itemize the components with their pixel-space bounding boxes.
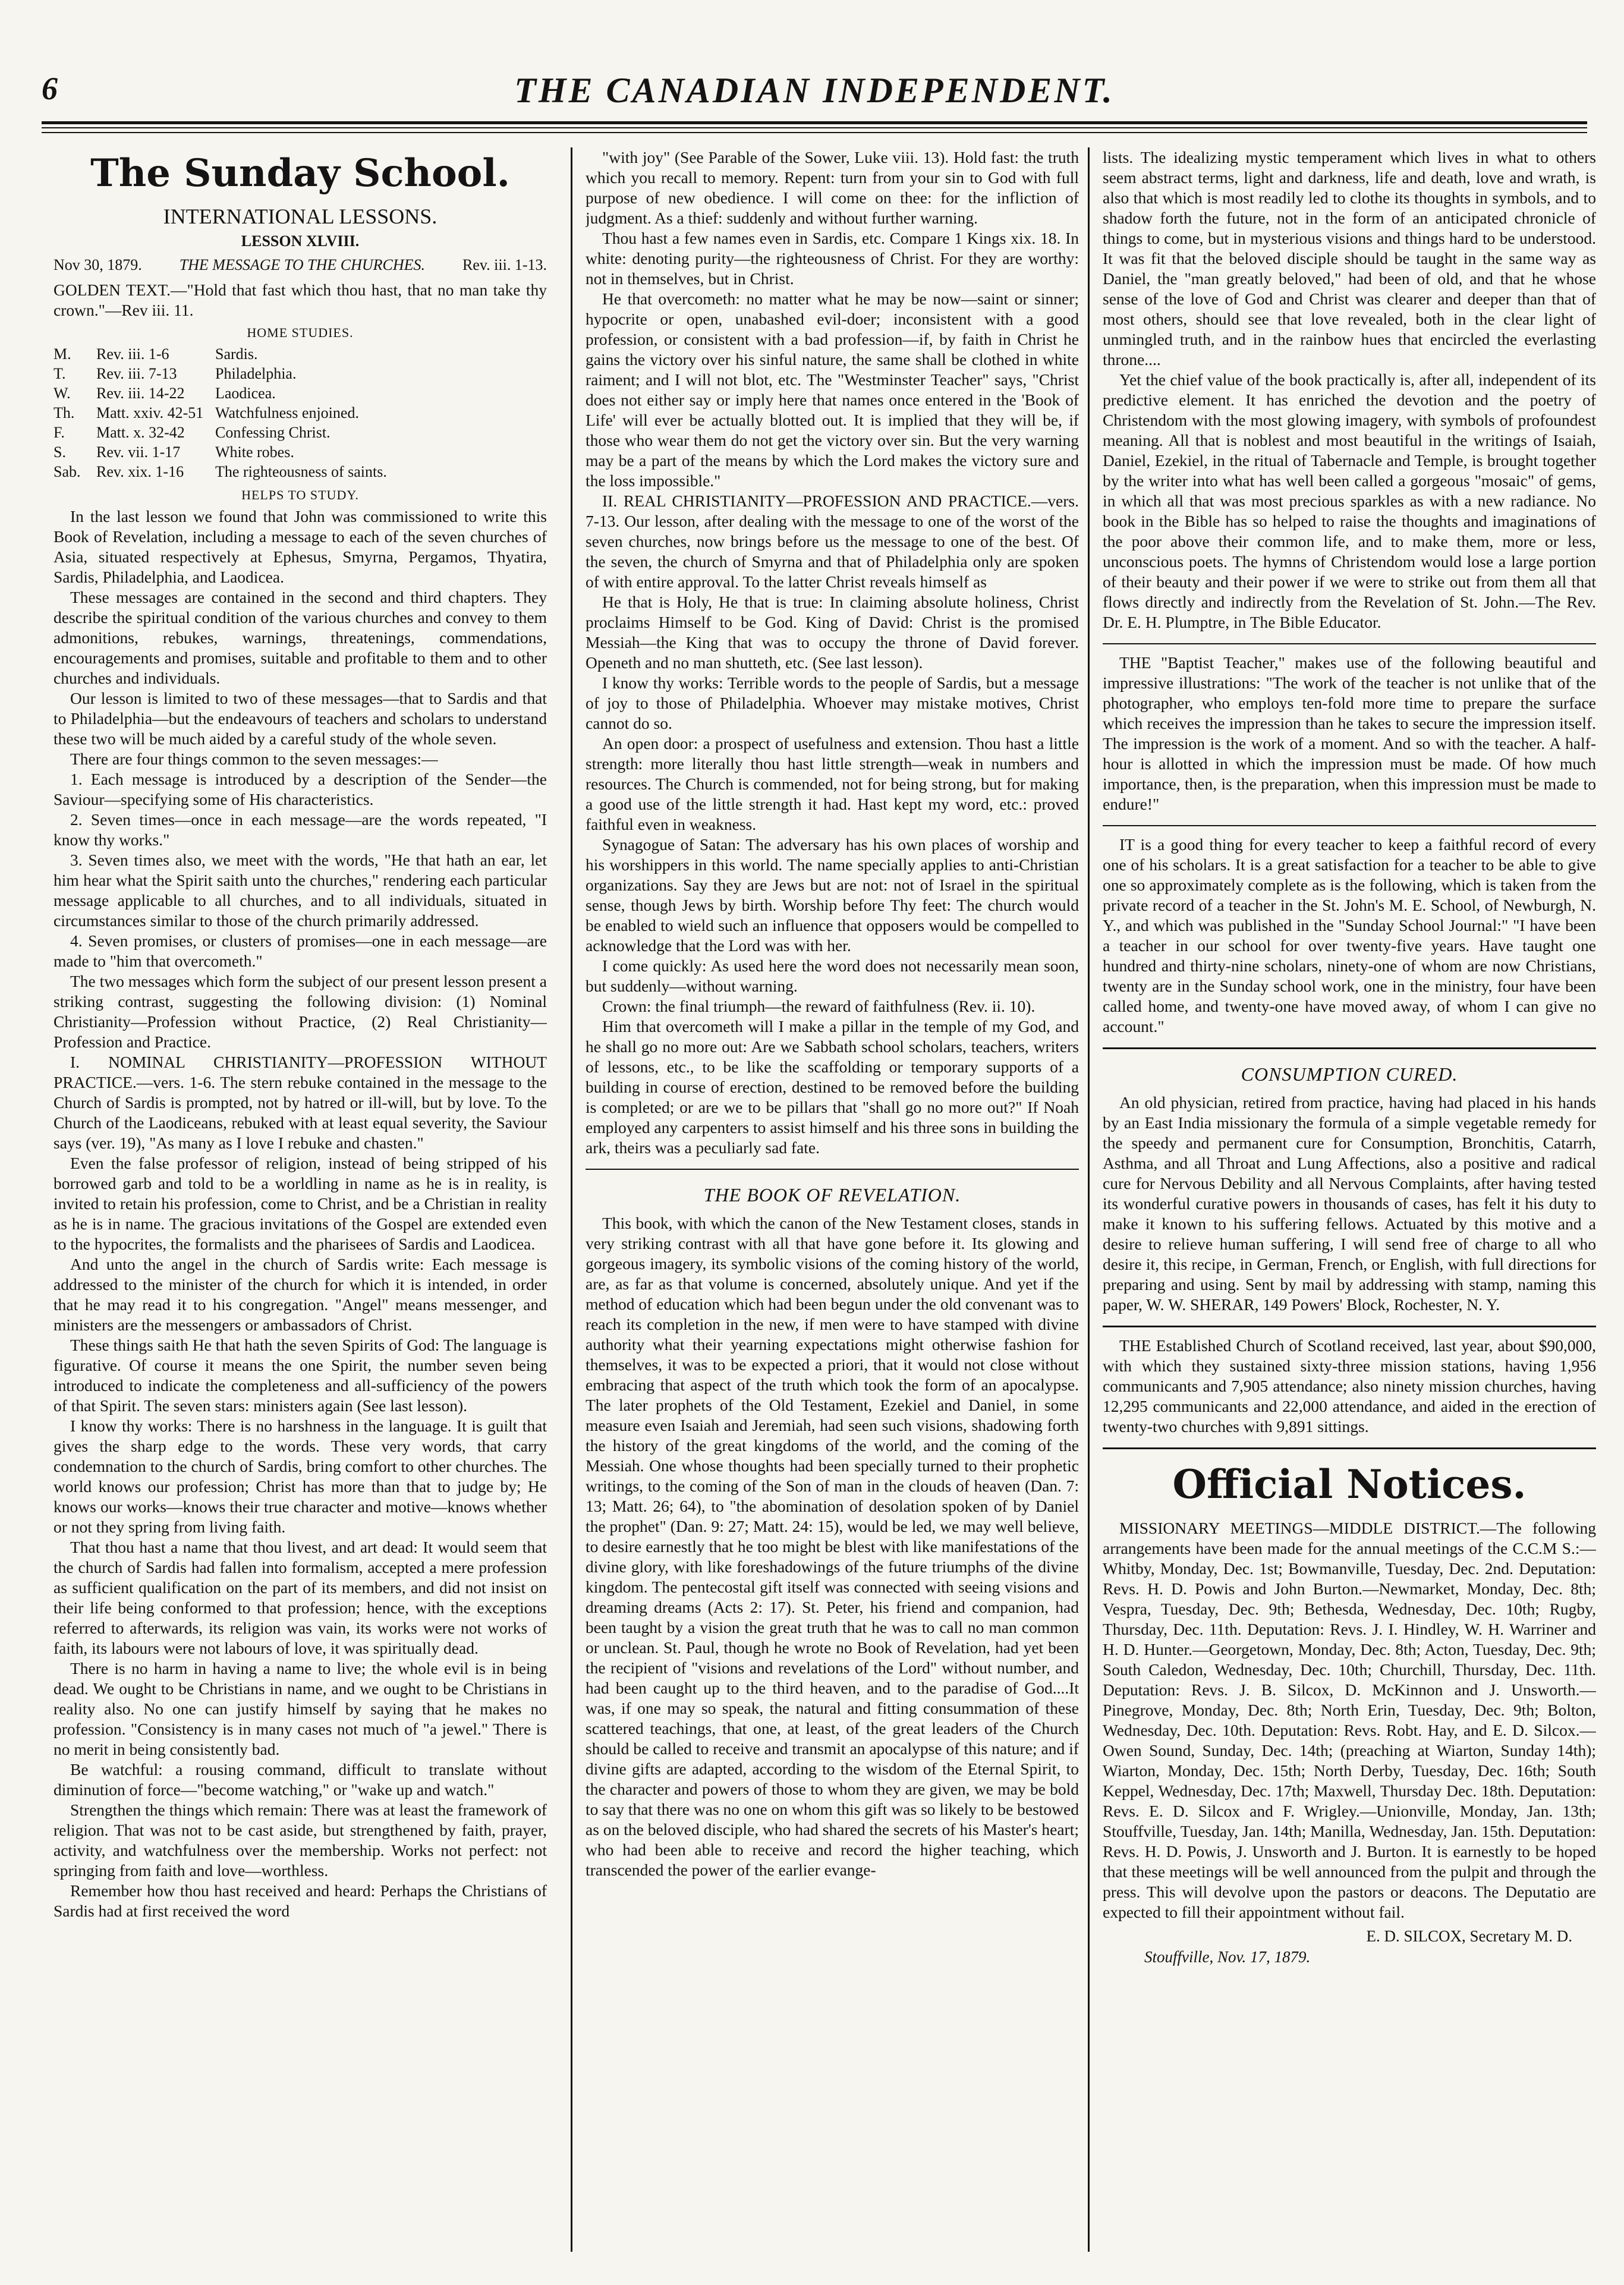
lesson-date: Nov 30, 1879. bbox=[53, 256, 142, 273]
lesson-paragraph: These things saith He that hath the seven Spirits of God: The language is figurative. Of course it means the one Spirit, the number seven being introduced to indicate the completeness and all-sufficiency of the powers of that Spirit. The seven stars: ministers again (See last lesson). bbox=[53, 1336, 547, 1415]
lesson-paragraph: Thou hast a few names even in Sardis, etc. Compare 1 Kings xix. 18. In white: denoting purity—the righteousness of Christ. For they are worthy: not in themselves, but in Christ. bbox=[586, 229, 1079, 288]
lesson-paragraph: Strengthen the things which remain: There was at least the framework of religion. That was not to be cast aside, but strengthened by faith, prayer, activity, and watchfulness over the membership. Works not perfect: not springing from faith and love—worthless. bbox=[53, 1801, 547, 1880]
lesson-paragraph: Our lesson is limited to two of these messages—that to Sardis and that to Philadelphia—but the endeavours of teachers and scholars to understand these two will be much aided by a careful study of the whole seven. bbox=[53, 689, 547, 748]
notice-date: Stouffville, Nov. 17, 1879. bbox=[1144, 1948, 1311, 1966]
advert-divider bbox=[1103, 1047, 1596, 1049]
baptist-teacher-paragraph: THE "Baptist Teacher," makes use of the following beautiful and impressive illustrations: "The work of the teacher is not unlike that of the photographer, who employs ten-fold more time to prepare the surface which receives the impression than he takes to secure the impression itself. The impression is the work of a moment. And so with the teacher. A half-hour is allotted in which the impression must be made. Of how much importance, then, is the preparation, when this impression must be made to endure!" bbox=[1103, 653, 1596, 813]
home-study-item: T. Rev. iii. 7-13 Philadelphia. bbox=[53, 365, 297, 382]
lesson-paragraph: 2. Seven times—once in each message—are the words repeated, "I know thy works." bbox=[53, 810, 547, 849]
consumption-paragraph: An old physician, retired from practice, having had placed in his hands by an East India missionary the formula of a simple vegetable remedy for the speedy and permanent cure for Consumption, Bronchitis, Catarrh, Asthma, and all Throat and Lung Affections, also a positive and radical cure for Nervous Debility and all Nervous Complaints, after having tested its wonderful curative powers in thousands of cases, has felt it his duty to make it known to his suffering fellows. Actuated by this motive and a desire to relieve human suffering, I will send free of charge to all who desire it, this recipe, in German, French, or English, with full directions for preparing and using. Sent by mail by addressing with stamp, naming this paper, W. W. SHERAR, 149 Powers' Block, Rochester, N. Y. bbox=[1103, 1093, 1596, 1314]
lesson-paragraph: I know thy works: Terrible words to the people of Sardis, but a message of joy to those of Philadelphia. Whoever may mistake motives, Christ cannot do so. bbox=[586, 673, 1079, 732]
lesson-paragraph: Even the false professor of religion, instead of being stripped of his borrowed garb and told to be a worldling in name as he is in reality, is invited to retain his profession, come to Christ, and be a Christian in reality as he is in name. The gracious invitations of the Gospel are extended even to the hypocrites, the formalists and the pharisees of Sardis and Laodicea. bbox=[53, 1154, 547, 1253]
missionary-meetings-paragraph: MISSIONARY MEETINGS—MIDDLE DISTRICT.—The following arrangements have been made for the annual meetings of the C.C.M S.:—Whitby, Monday, Dec. 1st; Bowmanville, Tuesday, Dec. 2nd. Deputation: Revs. H. D. Powis and John Burton.—Newmarket, Monday, Dec. 8th; Vespra, Tuesday, Dec. 9th; Bethesda, Wednesday, Dec. 10th; Rugby, Thursday, Dec. 11th. Deputation: Revs. J. I. Hindley, W. H. Warriner and H. D. Hunter.—Georgetown, Monday, Dec. 8th; Acton, Tuesday, Dec. 9th; South Caledon, Wednesday, Dec. 10th; Churchill, Thursday, Dec. 11th. Deputation: Revs. J. B. Silcox, D. McKinnon and J. Unsworth.—Pinegrove, Monday, Dec. 8th; North Erin, Tuesday, Dec. 9th; Bolton, Wednesday, Dec. 10th. Deputation: Revs. Robt. Hay, and E. D. Silcox.—Owen Sound, Sunday, Dec. 14th; (preaching at Wiarton, Sunday 14th); Wiarton, Monday, Dec. 15th; North Derby, Tuesday, Dec. 16th; South Keppel, Wednesday, Dec. 17th; Maxwell, Thursday Dec. 18th. Deputation: Revs. E. D. Silcox and F. Wrigley.—Unionville, Monday, Jan. 13th; Stouffville, Tuesday, Jan. 14th; Manilla, Wednesday, Jan. 15th. Deputation: Revs. H. D. Powis, J. Unsworth and J. Burton. It is earnestly to be hoped that these meetings will be well announced from the pulpit and through the press. This will devolve upon the pastors or deacons. The Deputatio are expected to fill their appointment without fail. bbox=[1103, 1519, 1596, 1921]
article-divider bbox=[1103, 825, 1596, 826]
article-paragraph: lists. The idealizing mystic temperament which lives in what to others seem abstract terms, light and darkness, life and death, love and wrath, is also that which is most readily led to clothe its thoughts in symbols, and to shadow forth the future, not in the form of an anticipated chronicle of things to come, but in mysterious visions and things hard to be understood. It was fit that the beloved disciple should be taught in the same way as Daniel, the "man greatly beloved," had been of old, and that he whose sense of the love of God and Christ was clearer and deeper than that of most others, should see that love revealed, both in the clear light of unmingled truth, and in the rainbow hues that encircled the everlasting throne.... bbox=[1103, 148, 1596, 369]
lesson-paragraph: I know thy works: There is no harshness in the language. It is guilt that gives the sharp edge to the words. These very words, that carry condemnation to the church of Sardis, bring comfort to other churches. The world knows our profession; Christ has more than that to judge by; He knows our works—knows their true character and motive—knows whether or not they spring from living faith. bbox=[53, 1417, 547, 1536]
home-study-item: W. Rev. iii. 14-22 Laodicea. bbox=[53, 385, 276, 402]
lesson-paragraph: 3. Seven times also, we meet with the words, "He that hath an ear, let him hear what the Spirit saith unto the churches," rendering each particular message applicable to all churches, and to all individuals, situated in circumstances similar to those of the church primarily addressed. bbox=[53, 851, 547, 930]
lesson-paragraph: In the last lesson we found that John was commissioned to write this Book of Revelation, including a message to each of the seven churches of Asia, situated respectively at Ephesus, Smyrna, Pergamos, Thyatira, Sardis, Philadelphia, and Laodicea. bbox=[53, 507, 547, 586]
column-sunday-school bbox=[53, 147, 547, 2252]
book-of-revelation-title: THE BOOK OF REVELATION. bbox=[703, 1184, 961, 1206]
lesson-paragraph: He that is Holy, He that is true: In claiming absolute holiness, Christ proclaims Himself to be God. King of David: Christ is the promised Messiah—the King that was to occupy the throne of David forever. Openeth and no man shutteth, etc. (See last lesson). bbox=[586, 593, 1079, 672]
masthead-rule-thick bbox=[42, 121, 1587, 124]
lesson-paragraph: There are four things common to the seven messages:— bbox=[70, 750, 438, 768]
home-study-item: Sab. Rev. xix. 1-16 The righteousness of saints. bbox=[53, 463, 387, 480]
lesson-paragraph: 4. Seven promises, or clusters of promises—one in each message—are made to "him that overcometh." bbox=[53, 931, 547, 970]
lesson-title: THE MESSAGE TO THE CHURCHES. bbox=[179, 256, 426, 273]
lesson-paragraph: Be watchful: a rousing command, difficult to translate without diminution of force—"become watching," or "wake up and watch." bbox=[53, 1760, 547, 1799]
official-notices-heading: Official Notices. bbox=[1172, 1461, 1527, 1507]
lesson-paragraph: There is no harm in having a name to live; the whole evil is in being dead. We ought to be Christians in name, and we ought to be Christians in reality also. No one can justify himself by saying that he makes no profession. "Consistency is in many cases not much of "a jewel." There is no merit in being consistently bad. bbox=[53, 1659, 547, 1758]
home-studies-label: HOME STUDIES. bbox=[247, 325, 354, 340]
lesson-reference: Rev. iii. 1-13. bbox=[462, 256, 547, 273]
lesson-paragraph: II. REAL CHRISTIANITY—PROFESSION AND PRACTICE.—vers. 7-13. Our lesson, after dealing with the message to one of the worst of the seven churches, now brings before us the message to one of the best. Of the seven, the church of Smyrna and that of Philadelphia only are spoken of with entire approval. To the latter Christ reveals himself as bbox=[586, 492, 1079, 591]
home-studies-list bbox=[53, 344, 547, 481]
lesson-paragraph: The two messages which form the subject of our present lesson present a striking contrast, suggesting the following division: (1) Nominal Christianity—Profession without Practice, (2) Real Christianity—Profession and Practice. bbox=[53, 972, 547, 1051]
home-study-item: Th. Matt. xxiv. 42-51 Watchfulness enjoined. bbox=[53, 404, 359, 421]
column-divider-1 bbox=[571, 147, 572, 2252]
lesson-number: LESSON XLVIII. bbox=[241, 232, 360, 250]
lesson-header bbox=[53, 256, 547, 274]
notice-signature: E. D. SILCOX, Secretary M. D. bbox=[1366, 1927, 1572, 1945]
home-study-item: S. Rev. vii. 1-17 White robes. bbox=[53, 443, 294, 461]
lesson-paragraph: Him that overcometh will I make a pillar in the temple of my God, and he shall go no more out: Are we Sabbath school scholars, teachers, writers of lessons, etc., to be like the scaffolding or temporary supports of a building in course of erection, destined to be removed before the building is completed; or are we to be pillars that "shall go no more out?" If Noah employed any carpenters to assist himself and his three sons in building the ark, theirs was a peculiarly sad fate. bbox=[586, 1017, 1079, 1157]
masthead-rule-thin bbox=[42, 127, 1587, 128]
article-paragraph: Yet the chief value of the book practically is, after all, independent of its predictive element. It has enriched the devotion and the poetry of Christendom with the most glowing imagery, with symbols of profoundest meaning. All that is noblest and most beautiful in the writings of Isaiah, Daniel, Ezekiel, in the ritual of Tabernacle and Temple, is brought together by the writer into what has well been called a gorgeous "mosaic" of gems, in which all that was most precious sparkles as with a new radiance. No book in the Bible has so helped to raise the thoughts and imaginations of the poor above their common life, and to make them, more or less, unconscious poets. The hymns of Christendom would lose a large portion of their beauty and their power if we were to strike out from them all that flows directly and indirectly from the Revelation of St. John.—The Rev. Dr. E. H. Plumptre, in The Bible Educator. bbox=[1103, 370, 1596, 631]
lesson-paragraph: Remember how thou hast received and heard: Perhaps the Christians of Sardis had at first received the word bbox=[53, 1881, 547, 1920]
masthead-rule-thin-2 bbox=[42, 132, 1587, 133]
column-divider-2 bbox=[1088, 147, 1090, 2252]
lesson-paragraph: These messages are contained in the second and third chapters. They describe the spiritual condition of the various churches and convey to them admonitions, rebukes, warnings, threatenings, commendations, encouragements and promises, suitable and profitable to them and to other churches and individuals. bbox=[53, 588, 547, 687]
article-divider bbox=[586, 1169, 1079, 1170]
home-study-item: M. Rev. iii. 1-6 Sardis. bbox=[53, 345, 258, 363]
lesson-paragraph: An open door: a prospect of usefulness and extension. Thou hast a little strength: more literally thou hast little strength—weak in numbers and resources. The Church is commended, not for being strong, but for making a good use of the little strength it had. Hast kept my word, etc.: proved faithful even in weakness. bbox=[586, 734, 1079, 833]
golden-text: GOLDEN TEXT.—"Hold that fast which thou hast, that no man take thy crown."—Rev iii. 11. bbox=[53, 281, 547, 319]
column-articles-notices bbox=[1103, 147, 1596, 2252]
lesson-paragraph: Crown: the final triumph—the reward of faithfulness (Rev. ii. 10). bbox=[602, 997, 1036, 1015]
scotland-church-paragraph: THE Established Church of Scotland received, last year, about $90,000, with which they sustained sixty-three mission stations, having 1,956 communicants and 7,905 attendance; also ninety mission churches, having 12,295 communicants and 22,000 attendance, and aided in the erection of twenty-two churches with 9,891 sittings. bbox=[1103, 1336, 1596, 1436]
masthead bbox=[42, 70, 1587, 110]
advert-divider bbox=[1103, 1326, 1596, 1327]
helps-to-study-label: HELPS TO STUDY. bbox=[241, 487, 359, 502]
consumption-cured-title: CONSUMPTION CURED. bbox=[1241, 1063, 1458, 1085]
sunday-school-heading: The Sunday School. bbox=[90, 151, 510, 196]
lesson-paragraph: 1. Each message is introduced by a description of the Sender—the Saviour—specifying some of His characteristics. bbox=[53, 770, 547, 808]
lesson-paragraph: That thou hast a name that thou livest, and art dead: It would seem that the church of Sardis had fallen into formalism, accepted a mere profession as sufficient qualification on the part of its members, and did not insist on their life being conformed to that profession; hence, with the exceptions referred to afterwards, its religion was vain, its works were not works of faith, its labours were not labours of love, it was spiritually dead. bbox=[53, 1538, 547, 1657]
home-study-item: F. Matt. x. 32-42 Confessing Christ. bbox=[53, 424, 331, 441]
column-lesson-continued bbox=[586, 147, 1079, 2252]
lesson-paragraph: I. NOMINAL CHRISTIANITY—PROFESSION WITHOUT PRACTICE.—vers. 1-6. The stern rebuke contained in the message to the Church of Sardis is prompted, not by hatred or ill-will, but by love. To the Church of the Laodiceans, rebuked with at least equal severity, the Saviour says (ver. 19), "As many as I love I rebuke and chasten." bbox=[53, 1053, 547, 1152]
newspaper-title: THE CANADIAN INDEPENDENT. bbox=[514, 71, 1115, 110]
article-divider bbox=[1103, 643, 1596, 644]
lesson-paragraph: "with joy" (See Parable of the Sower, Luke viii. 13). Hold fast: the truth which you recall to memory. Repent: turn from your sin to God with full purpose of new obedience. I will come on thee: for the infliction of judgment. As a thief: suddenly and without further warning. bbox=[586, 148, 1079, 227]
lesson-paragraph: He that overcometh: no matter what he may be now—saint or sinner; hypocrite or open, unabashed evil-doer; inconsistent with a good profession, or consistent with a bad profession—if, by faith in Christ he gains the victory over his sinful nature, the same shall be clothed in white raiment; and I will not blot, etc. The "Westminster Teacher" says, "Christ does not either say or imply here that names once entered in the 'Book of Life' will ever be actually blotted out. It is implied that they will be, if those who wear them do not get the victory over sin. But the very warning may be a part of the means by which the Lord makes the victory sure and the loss impossible." bbox=[586, 289, 1079, 490]
lesson-paragraph: And unto the angel in the church of Sardis write: Each message is addressed to the minister of the church for which it is intended, in order that he may read it to his congregation. "Angel" means messenger, and ministers are the messengers or ambassadors of Christ. bbox=[53, 1255, 547, 1334]
notices-divider bbox=[1103, 1447, 1596, 1449]
article-paragraph: This book, with which the canon of the New Testament closes, stands in very striking contrast with all that have gone before it. Its glowing and gorgeous imagery, its symbolic visions of the coming history of the world, are, as far as that volume is concerned, absolutely unique. And yet if the method of education which had been begun under the old convenant was to reach its completion in the new, if men were to have stamped with divine authority what their yearning expectations might otherwise fashion for themselves, it was to be expected a priori, that it would not close without embracing that aspect of the truth which took the form of an apocalypse. The later prophets of the Old Testament, Ezekiel and Daniel, in some measure even Isaiah and Jeremiah, had seen such visions, shadowing forth the history of the great kingdoms of the world, and the coming of the Messiah. One whose thoughts had been specially turned to their prophetic writings, to the coming of the Son of man in the clouds of heaven (Dan. 7: 13; Matt. 26; 64), to "the abomination of desolation spoken of by Daniel the prophet" (Dan. 9: 27; Matt. 24: 15), would be led, we may well believe, to desire earnestly that he too might be blest with like manifestations of the divine glory, with like foreshadowings of the future triumphs of the divine kingdom. The pentecostal gift itself was connected with seeing visions and dreaming dreams (Acts 2: 17). St. Peter, his friend and companion, had been taught by a vision the great truth that he was to call no man common or unclean. St. Paul, though he wrote no Book of Revelation, had yet been the recipient of "visions and revelations of the Lord" without number, and had been caught up to the third heaven, and to the paradise of God....It was, if one may so speak, the natural and fitting consummation of these scattered teachings, that one, at least, of the great leaders of the Church should be called to receive and transmit an apocalypse of this nature; and if divine gifts are adapted, according to the wisdom of the Eternal Spirit, to the character and powers of those to whom they are given, we may be bold to say that there was no one on whom this gift was so likely to be bestowed as on the beloved disciple, who had shared the secrets of his Master's heart; who had been able to receive and record the higher teaching, which transcended the power of the earlier evange- bbox=[586, 1214, 1079, 1879]
international-lessons-title: INTERNATIONAL LESSONS. bbox=[163, 204, 438, 228]
lesson-paragraph: Synagogue of Satan: The adversary has his own places of worship and his worshippers in this world. The name specially applies to anti-Christian organizations. Say they are Jews but are not: not of Israel in the spiritual sense, though Jews by birth. Worship before Thy feet: The church would be enabled to wield such an influence that opposers would be compelled to acknowledge that the Lord was with her. bbox=[586, 835, 1079, 955]
lesson-paragraph: I come quickly: As used here the word does not necessarily mean soon, but suddenly—without warning. bbox=[586, 956, 1079, 995]
teacher-record-paragraph: IT is a good thing for every teacher to keep a faithful record of every one of his scholars. It is a great satisfaction for a teacher to be able to give one so approximately complete as is the following, which is taken from the private record of a teacher in the St. John's M. E. School, of Newburgh, N. Y., and which was published in the "Sunday School Journal:" "I have been a teacher in our school for over twenty-five years. Have taught one hundred and thirty-nine scholars, ninety-one of whom are now Christians, twenty are in the Sunday school work, one in the ministry, four have been called home, and twenty-one have moved away, of whom I can give no account." bbox=[1103, 835, 1596, 1036]
page-number: 6 bbox=[42, 71, 58, 106]
